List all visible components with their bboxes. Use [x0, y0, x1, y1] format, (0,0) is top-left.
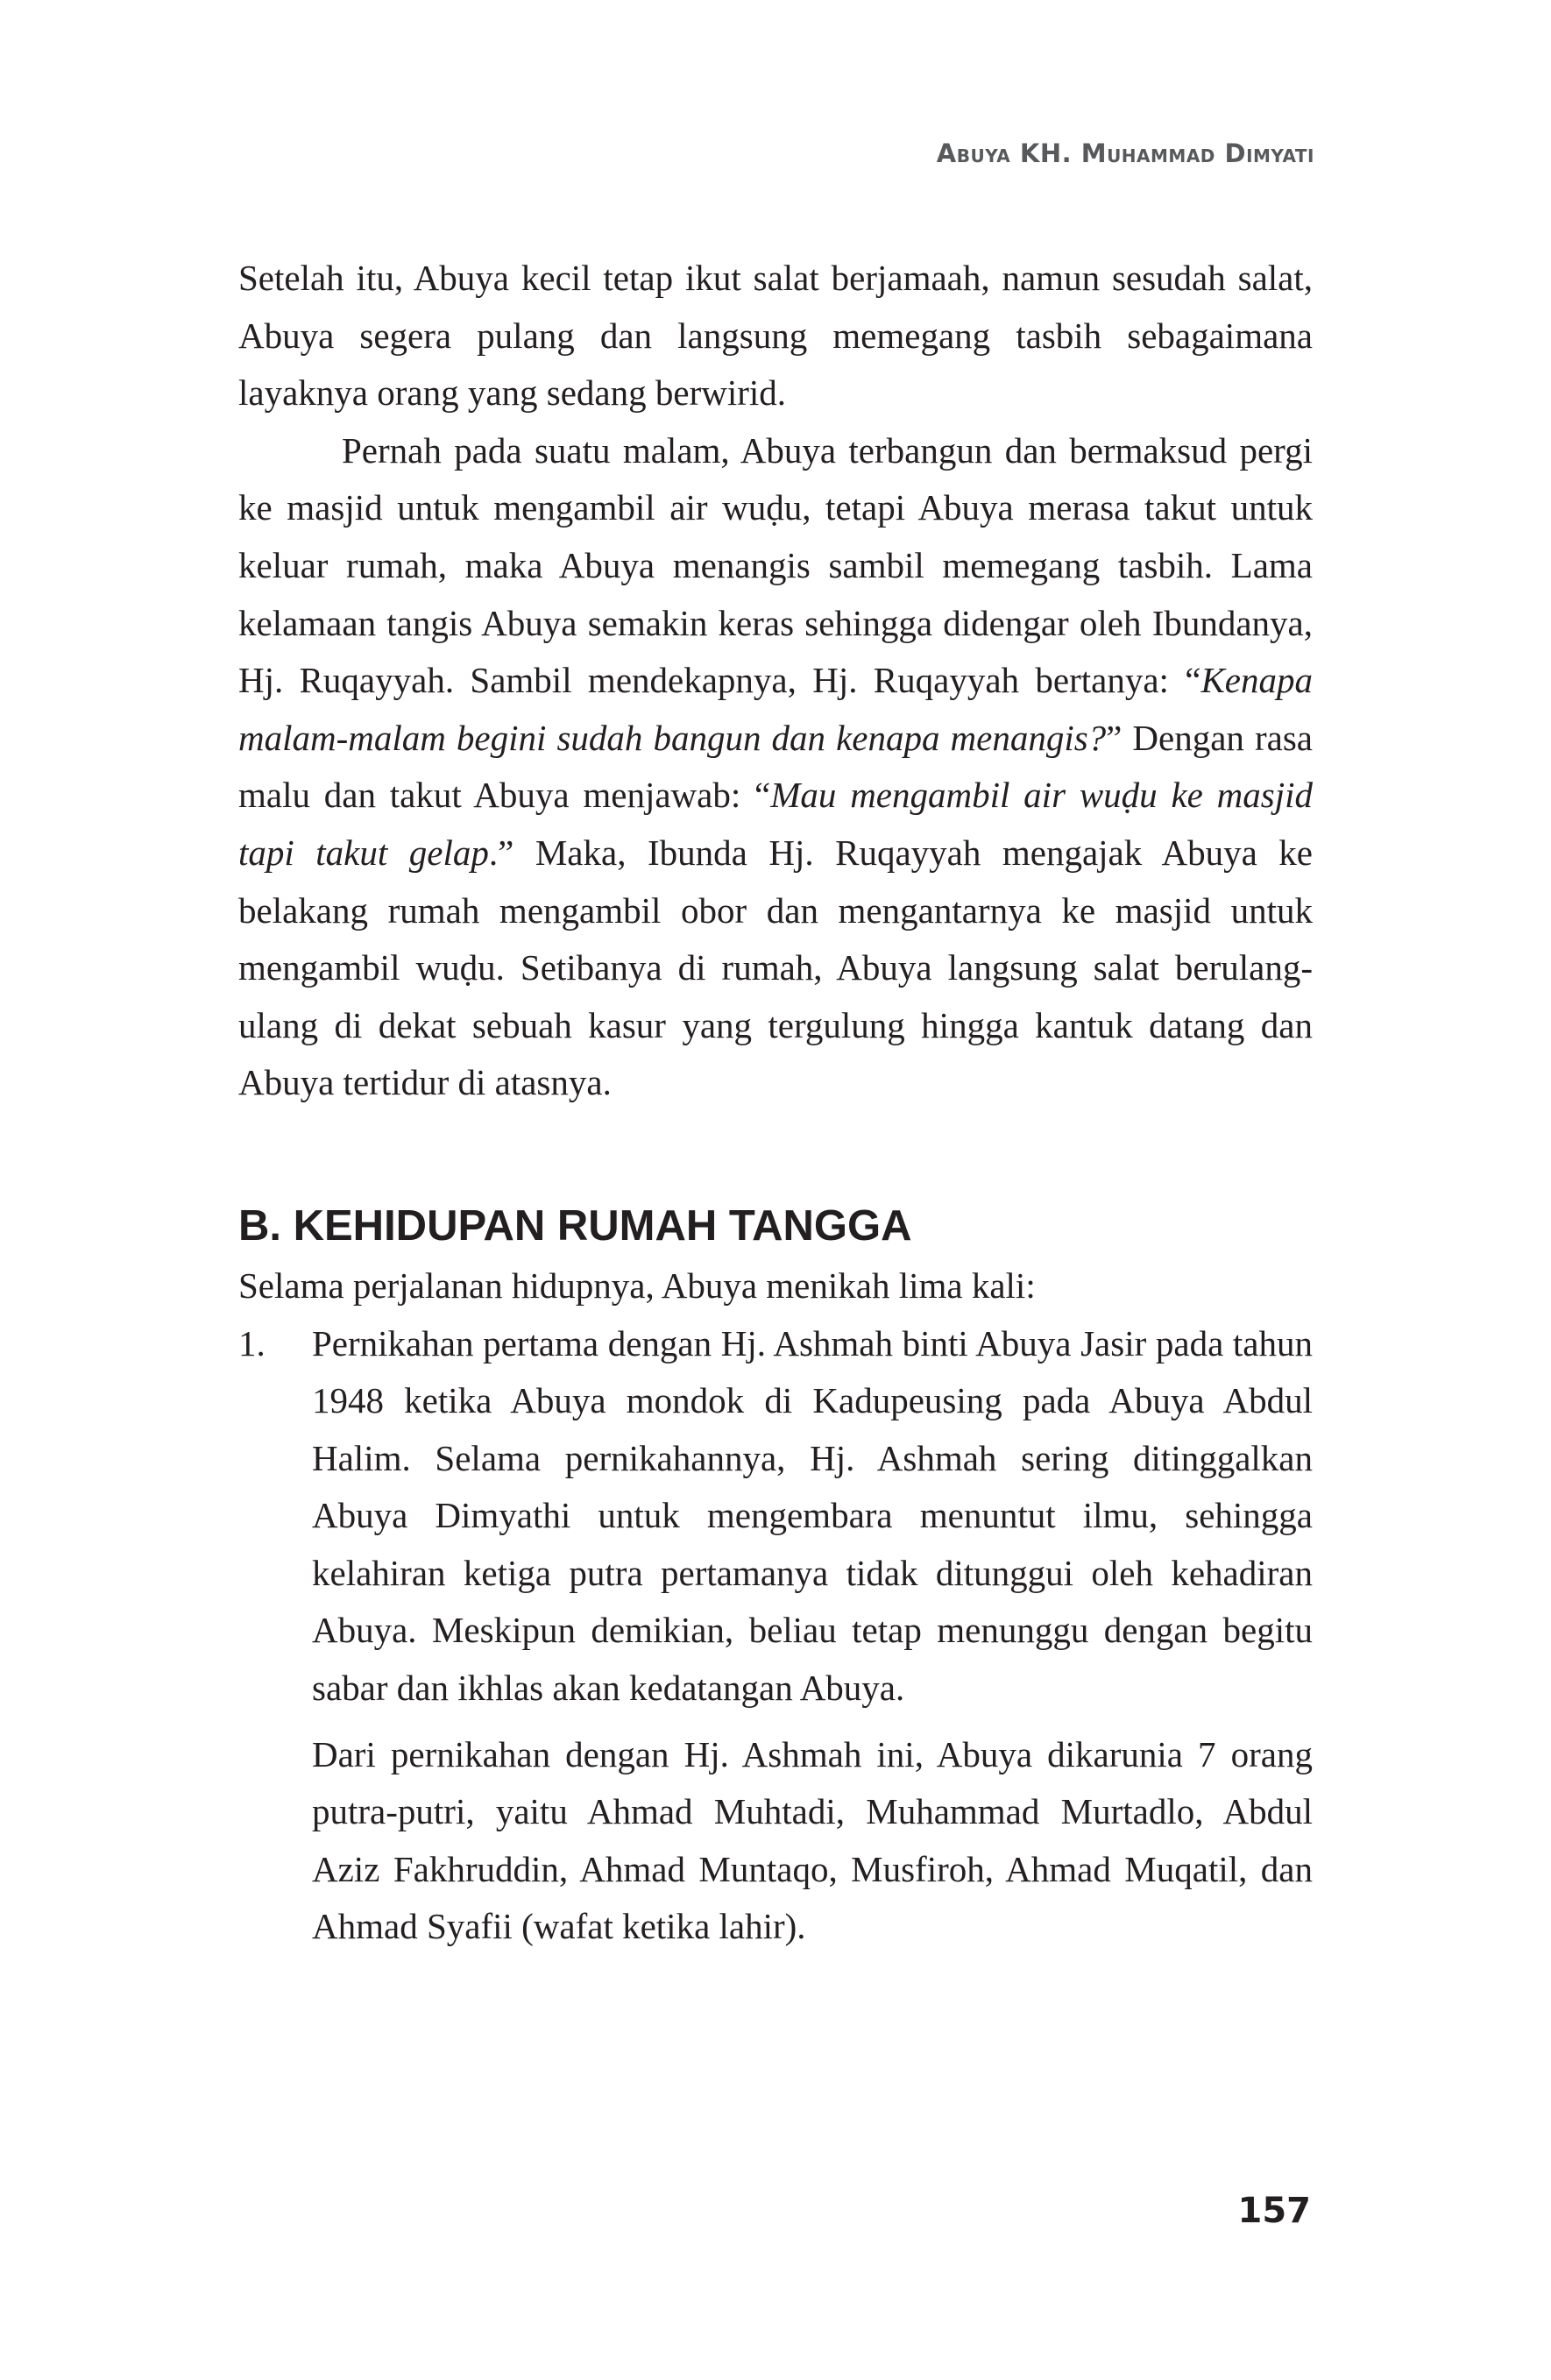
- section-intro: Selama perjalanan hidupnya, Abuya menikah lima kali:: [238, 1264, 1036, 1306]
- page-content: [238, 250, 1313, 1956]
- running-header: Abuya KH. Muhammad Dimyati: [936, 138, 1314, 168]
- list-item-paragraph-2: Dari pernikahan dengan Hj. Ashmah ini, Abuya dikarunia 7 orang putra-putri, yaitu Ahmad Muhtadi, Muhammad Murtadlo, Abdul Aziz Fakhruddin, Ahmad Muntaqo, Musfiroh, Ahmad Muqatil, dan Ahmad Syafii (wafat ketika lahir).: [312, 1733, 1313, 1947]
- body-paragraph-1: Setelah itu, Abuya kecil tetap ikut salat berjamaah, namun sesudah salat, Abuya segera pulang dan langsung memegang tasbih sebagaimana layaknya orang yang sedang berwirid.: [238, 258, 1313, 414]
- page-number: 157: [1237, 2191, 1311, 2231]
- list-item-body: [312, 1315, 1313, 1957]
- quote-question: Kenapa malam-malam begini sudah bangun dan kenapa menangis?: [238, 660, 1313, 758]
- body-paragraph-2: [238, 422, 1313, 1112]
- paragraph-2-text-b: ” Dengan rasa malu dan takut Abuya menjawab: “: [238, 717, 1313, 816]
- marriage-list: [238, 1315, 1313, 1957]
- section-heading: B. KEHIDUPAN RUMAH TANGGA: [238, 1201, 912, 1250]
- paragraph-2-text-c: .” Maka, Ibunda Hj. Ruqayyah mengajak Abuya ke belakang rumah mengambil obor dan mengantarnya ke masjid untuk mengambil wuḍu. Setibanya di rumah, Abuya langsung salat berulang-ulang di dekat sebuah kasur yang tergulung hingga kantuk datang dan Abuya tertidur di atasnya.: [238, 832, 1313, 1103]
- list-item-number: 1.: [238, 1322, 266, 1364]
- paragraph-2-text-a: Pernah pada suatu malam, Abuya terbangun dan bermaksud pergi ke masjid untuk mengambil air wuḍu, tetapi Abuya merasa takut untuk keluar rumah, maka Abuya menangis sambil memegang tasbih. Lama kelamaan tangis Abuya semakin keras sehingga didengar oleh Ibundanya, Hj. Ruqayyah. Sambil mendekapnya, Hj. Ruqayyah bertanya: “: [238, 429, 1313, 701]
- list-item-paragraph-1: Pernikahan pertama dengan Hj. Ashmah binti Abuya Jasir pada tahun 1948 ketika Abuya mondok di Kadupeusing pada Abuya Abdul Halim. Selama pernikahannya, Hj. Ashmah sering ditinggalkan Abuya Dimyathi untuk mengembara menuntut ilmu, sehingga kelahiran ketiga putra pertamanya tidak ditunggui oleh kehadiran Abuya. Meskipun demikian, beliau tetap menunggu dengan begitu sabar dan ikhlas akan kedatangan Abuya.: [312, 1322, 1313, 1709]
- list-item: [238, 1315, 1313, 1957]
- quote-answer: Mau mengambil air wuḍu ke masjid tapi takut gelap: [238, 775, 1313, 873]
